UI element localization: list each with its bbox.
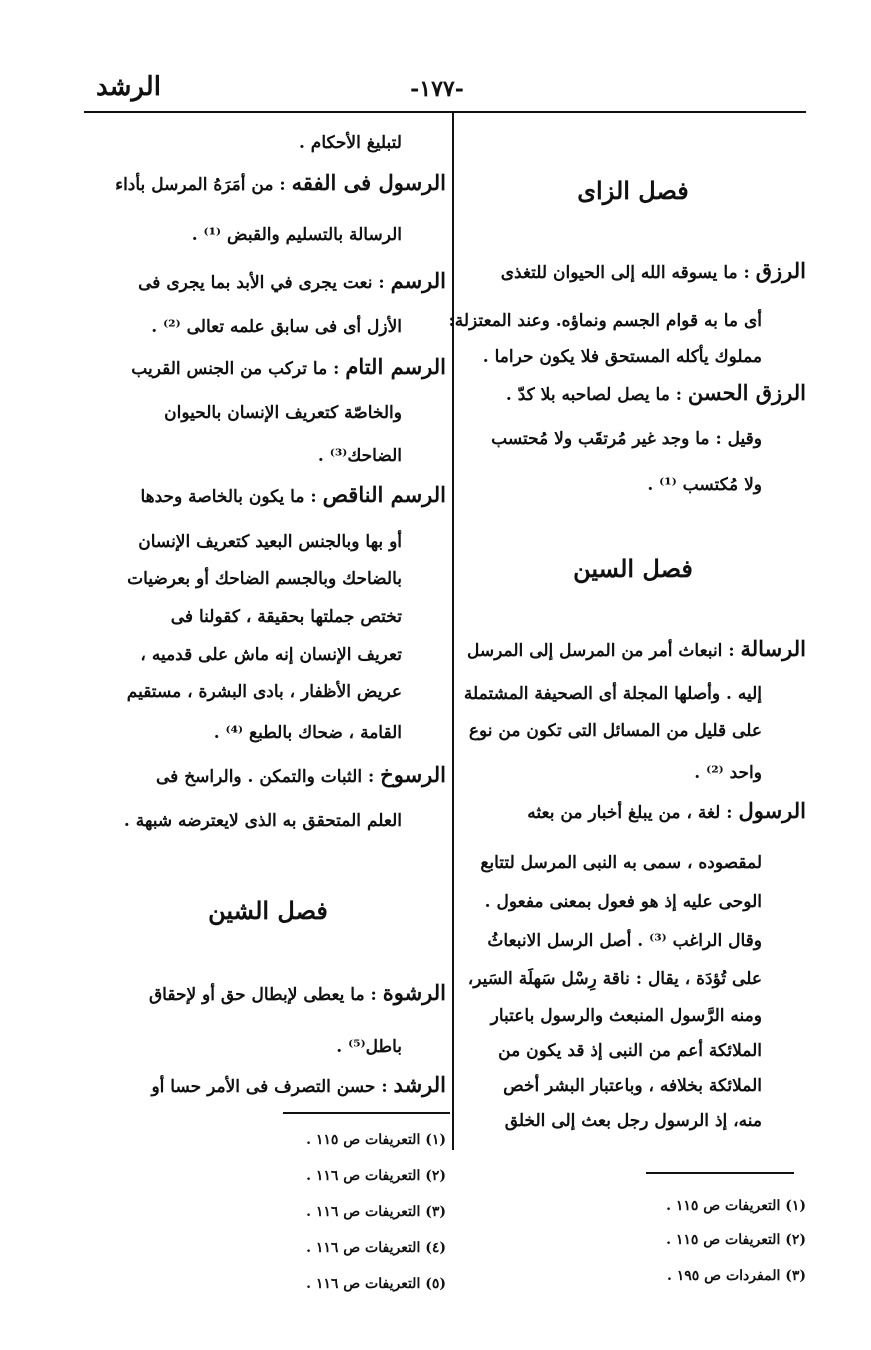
entry-line bbox=[138, 270, 446, 294]
entry-line: ومنه الرَّسول المنبعث والرسول باعتبار bbox=[490, 1006, 762, 1026]
footnote-rule-left bbox=[283, 1112, 450, 1114]
entry-line: والخاصّة كتعريف الإنسان بالحيوان bbox=[164, 403, 402, 423]
footnote: (١) التعريفات ص ١١٥ . bbox=[306, 1132, 446, 1148]
entry-line: أى ما به قوام الجسم ونماؤه. وعند المعتزلة: bbox=[448, 311, 762, 331]
entry-line: واحد ⁽²⁾ . bbox=[694, 763, 762, 783]
entry-line bbox=[467, 638, 806, 662]
footnote: (٣) التعريفات ص ١١٦ . bbox=[306, 1204, 446, 1220]
footnote: (٣) المفردات ص ١٩٥ . bbox=[667, 1268, 806, 1284]
entry-text: : ما تركب من الجنس القريب bbox=[131, 359, 340, 379]
header-rule bbox=[84, 111, 806, 113]
entry-line: لتبليغ الأحكام . bbox=[298, 133, 402, 153]
page-number: -١٧٧- bbox=[410, 76, 464, 102]
entry-text: : ما يصل لصاحبه بلا كدّ . bbox=[505, 385, 682, 405]
entry-line bbox=[149, 982, 446, 1006]
entry-line: الوحى عليه إذ هو فعول بمعنى مفعول . bbox=[484, 892, 762, 912]
entry-line: تختص جملتها بحقيقة ، كقولنا فى bbox=[170, 607, 402, 627]
entry-line: وقال الراغب ⁽³⁾ . أصل الرسل الانبعاثُ bbox=[487, 931, 762, 951]
entry-text: : الثبات والتمكن . والراسخ فى bbox=[155, 767, 375, 787]
running-header-title: الرشد bbox=[96, 72, 161, 102]
entry-line: تعريف الإنسان إنه ماش على قدميه ، bbox=[140, 645, 402, 665]
entry-text: : ما يكون بالخاصة وحدها bbox=[140, 487, 317, 507]
entry-line: مملوك يأكله المستحق فلا يكون حراما . bbox=[482, 347, 762, 367]
entry-term: الرسم التام bbox=[345, 354, 446, 379]
footnote: (٤) التعريفات ص ١١٦ . bbox=[306, 1240, 446, 1256]
entry-line bbox=[506, 382, 806, 406]
entry-term: الرشد bbox=[393, 1072, 446, 1097]
entry-line: بالضاحك وبالجسم الضاحك أو بعرضيات bbox=[127, 569, 402, 589]
footnote-rule-right bbox=[646, 1172, 794, 1174]
entry-term: الرزق bbox=[755, 258, 806, 283]
entry-term: الرزق الحسن bbox=[687, 380, 806, 405]
entry-line bbox=[501, 260, 806, 284]
footnote: (٥) التعريفات ص ١١٦ . bbox=[306, 1276, 446, 1292]
entry-text: : حسن التصرف فى الأمر حسا أو bbox=[151, 1077, 388, 1097]
entry-text: : انبعاث أمر من المرسل إلى المرسل bbox=[467, 641, 735, 661]
entry-line bbox=[140, 484, 446, 508]
entry-term: الرسم bbox=[390, 268, 446, 293]
entry-line bbox=[527, 800, 806, 824]
entry-term: الرشوة bbox=[382, 980, 446, 1005]
section-heading-zay: فصل الزاى bbox=[577, 176, 689, 205]
entry-line: منه، إذ الرسول رجل بعث إلى الخلق bbox=[504, 1111, 762, 1131]
entry-text: : من أمَرَهُ المرسل بأداء bbox=[115, 175, 286, 195]
entry-line: الملائكة أعم من النبى إذ قد يكون من bbox=[498, 1041, 762, 1061]
entry-text: : ما يعطى لإبطال حق أو لإحقاق bbox=[148, 985, 377, 1005]
entry-term: الرسول فى الفقه bbox=[291, 170, 446, 195]
entry-line: الرسالة بالتسليم والقبض ⁽¹⁾ . bbox=[191, 225, 402, 245]
entry-line: وقيل : ما وجد غير مُرتقَب ولا مُحتسب bbox=[491, 429, 762, 449]
entry-line: عريض الأظفار ، بادى البشرة ، مستقيم bbox=[126, 682, 402, 702]
section-heading-shin: فصل الشين bbox=[208, 896, 328, 925]
entry-line: باطل⁽⁵⁾ . bbox=[336, 1037, 402, 1057]
entry-line: على قليل من المسائل التى تكون من نوع bbox=[468, 721, 762, 741]
footnote: (١) التعريفات ص ١١٥ . bbox=[666, 1198, 806, 1214]
footnote: (٢) التعريفات ص ١١٦ . bbox=[306, 1168, 446, 1184]
entry-term: الرسول bbox=[738, 798, 806, 823]
entry-line: أو بها وبالجنس البعيد كتعريف الإنسان bbox=[138, 532, 402, 552]
entry-line: لمقصوده ، سمى به النبى المرسل لتتابع bbox=[480, 853, 762, 873]
entry-line: ولا مُكتسب ⁽¹⁾ . bbox=[647, 475, 762, 495]
entry-term: الرسم الناقص bbox=[322, 482, 446, 507]
footnote: (٢) التعريفات ص ١١٥ . bbox=[666, 1232, 806, 1248]
section-heading-sin: فصل السين bbox=[573, 554, 693, 583]
entry-term: الرسالة bbox=[740, 636, 806, 661]
entry-line: العلم المتحقق به الذى لايعترضه شبهة . bbox=[123, 811, 402, 831]
entry-line: الأزل أى فى سابق علمه تعالى ⁽²⁾ . bbox=[151, 317, 402, 337]
entry-line bbox=[151, 1074, 446, 1098]
entry-line: على تُؤدَة ، يقال : ناقة رِسْل سَهلَة السَير، bbox=[467, 969, 762, 989]
entry-text: : ما يسوقه الله إلى الحيوان للتغذى bbox=[500, 263, 750, 283]
column-divider bbox=[452, 113, 454, 1150]
entry-line: الضاحك⁽³⁾ . bbox=[317, 446, 402, 466]
entry-line: القامة ، ضحاك بالطبع ⁽⁴⁾ . bbox=[213, 723, 402, 743]
entry-text: : لغة ، من يبلغ أخبار من بعثه bbox=[527, 803, 733, 823]
entry-line bbox=[131, 356, 446, 380]
entry-line: الملائكة بخلافه ، وباعتبار البشر أخص bbox=[503, 1076, 762, 1096]
entry-line bbox=[115, 172, 446, 196]
entry-term: الرسوخ bbox=[380, 762, 446, 787]
entry-line: إليه . وأصلها المجلة أى الصحيفة المشتملة bbox=[463, 684, 762, 704]
entry-text: : نعت يجرى في الأبد بما يجرى فى bbox=[138, 273, 385, 293]
entry-line bbox=[156, 764, 446, 788]
